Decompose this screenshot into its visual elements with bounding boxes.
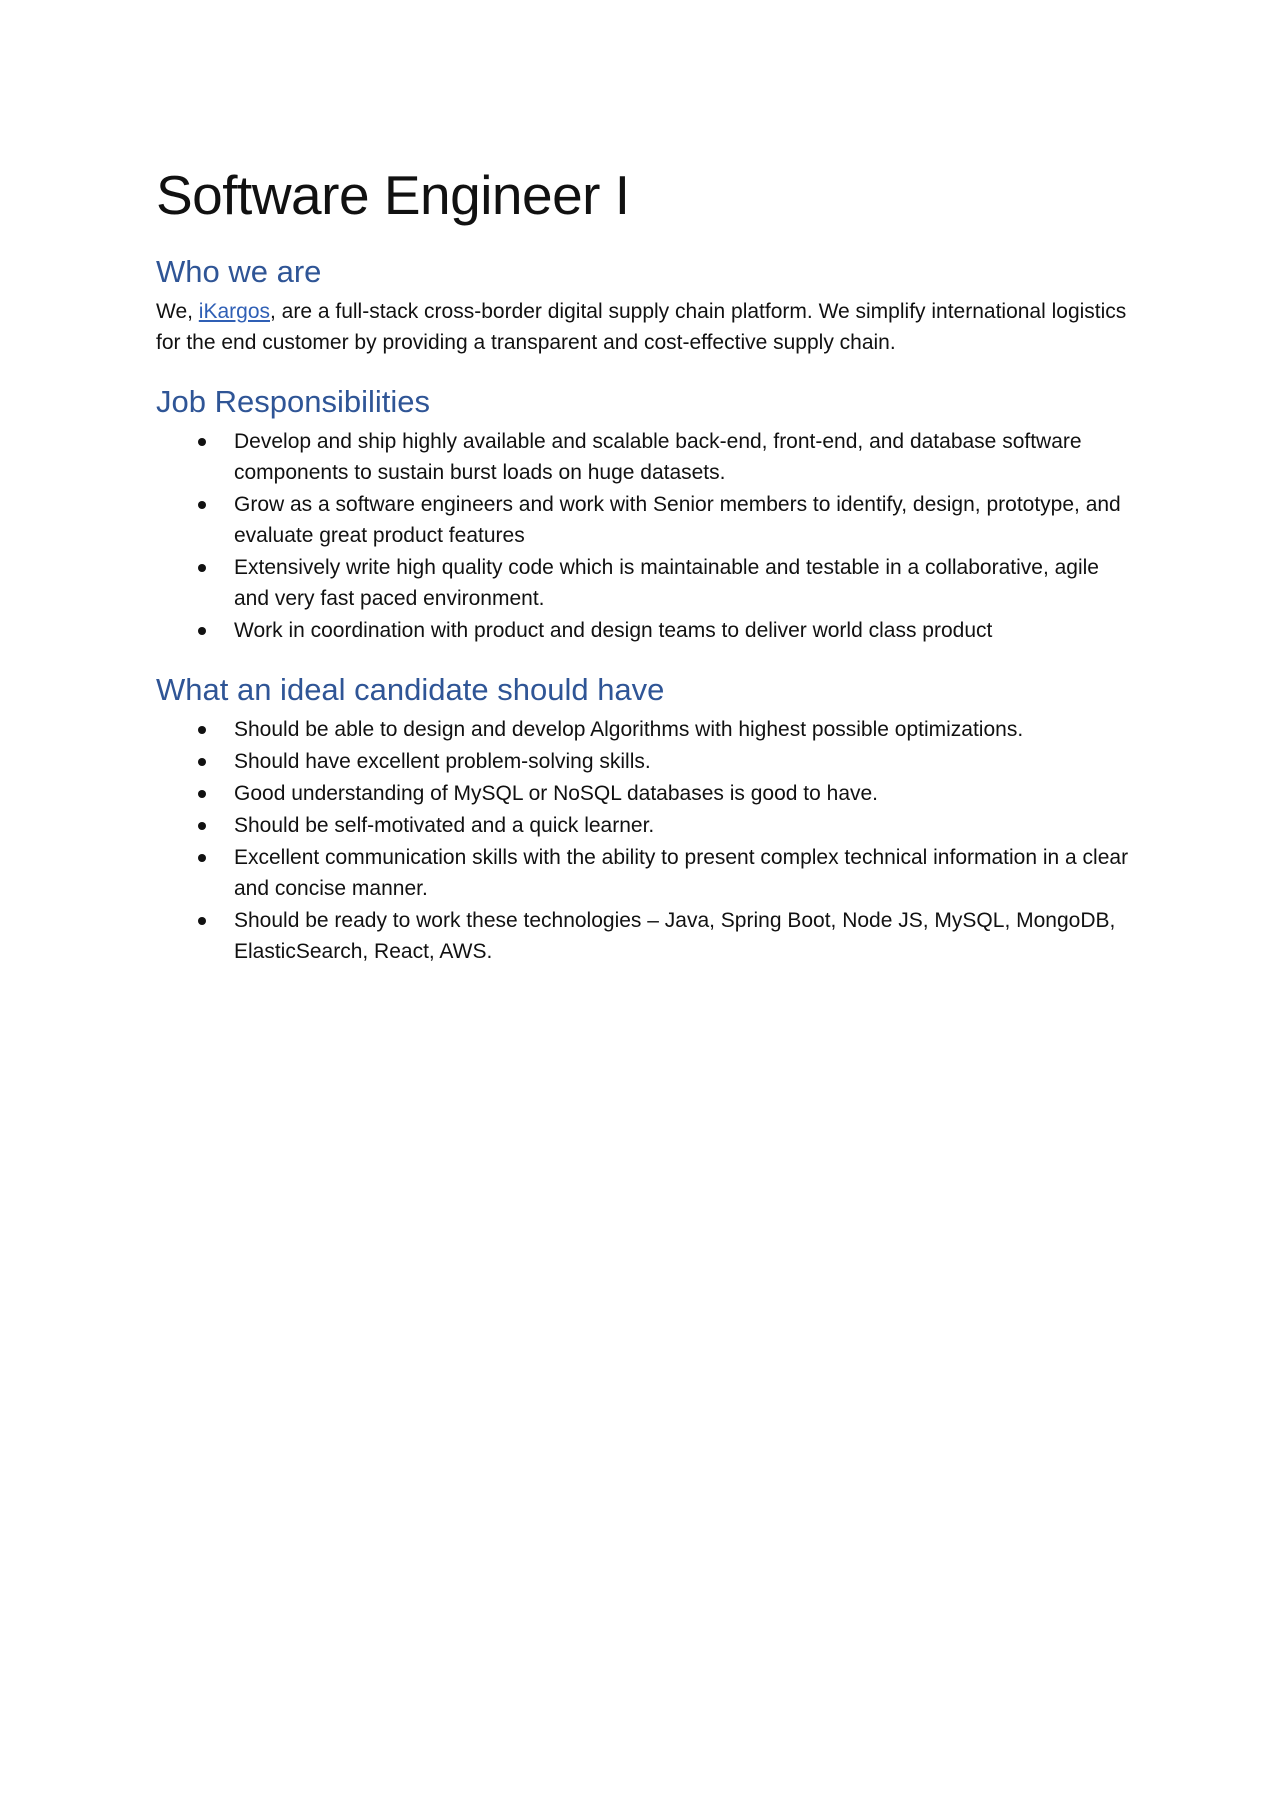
- list-item: [156, 810, 1136, 841]
- section-heading-job-responsibilities: Job Responsibilities: [156, 384, 430, 419]
- list-item-text: Should be self-motivated and a quick learner.: [234, 814, 655, 837]
- list-item-text: Excellent communication skills with the ability to present complex technical information in a clear and concise manner.: [234, 846, 1129, 900]
- bullet-icon: [198, 790, 206, 798]
- list-item: [156, 905, 1136, 967]
- candidate-list: [156, 714, 1136, 967]
- bullet-icon: [198, 627, 206, 635]
- list-item-text: Should be ready to work these technologies – Java, Spring Boot, Node JS, MySQL, MongoDB, ElasticSearch, React, AWS.: [234, 909, 1116, 963]
- list-item: [156, 489, 1136, 551]
- list-item: [156, 778, 1136, 809]
- bullet-icon: [198, 917, 206, 925]
- list-item-text: Good understanding of MySQL or NoSQL databases is good to have.: [234, 782, 879, 805]
- bullet-icon: [198, 726, 206, 734]
- list-item-text: Develop and ship highly available and scalable back-end, front-end, and database software components to sustain burst loads on huge datasets.: [234, 430, 1082, 484]
- list-item-text: Should be able to design and develop Algorithms with highest possible optimizations.: [234, 718, 1024, 741]
- list-item: [156, 842, 1136, 904]
- list-item-text: Grow as a software engineers and work with Senior members to identify, design, prototype, and evaluate great product features: [234, 493, 1121, 547]
- bullet-icon: [198, 564, 206, 572]
- bullet-icon: [198, 758, 206, 766]
- who-text-after-link: , are a full-stack cross-border digital supply chain platform. We simplify international logistics for the end customer by providing a transparent and cost-effective supply chain.: [156, 300, 1127, 354]
- list-item-text: Should have excellent problem-solving skills.: [234, 750, 651, 773]
- bullet-icon: [198, 438, 206, 446]
- page-title: Software Engineer I: [156, 164, 630, 226]
- who-text-before-link: We,: [156, 300, 199, 323]
- bullet-icon: [198, 854, 206, 862]
- list-item-text: Work in coordination with product and design teams to deliver world class product: [234, 619, 993, 642]
- document-page: [156, 160, 1136, 991]
- list-item: [156, 746, 1136, 777]
- list-item: [156, 714, 1136, 745]
- section-heading-ideal-candidate: What an ideal candidate should have: [156, 672, 665, 707]
- who-we-are-paragraph: [156, 296, 1136, 358]
- list-item: [156, 426, 1136, 488]
- list-item-text: Extensively write high quality code which is maintainable and testable in a collaborative, agile and very fast paced environment.: [234, 556, 1099, 610]
- ikargos-link[interactable]: iKargos: [198, 300, 270, 323]
- section-heading-who-we-are: Who we are: [156, 254, 322, 289]
- list-item: [156, 615, 1136, 646]
- bullet-icon: [198, 501, 206, 509]
- bullet-icon: [198, 822, 206, 830]
- list-item: [156, 552, 1136, 614]
- responsibilities-list: [156, 426, 1136, 646]
